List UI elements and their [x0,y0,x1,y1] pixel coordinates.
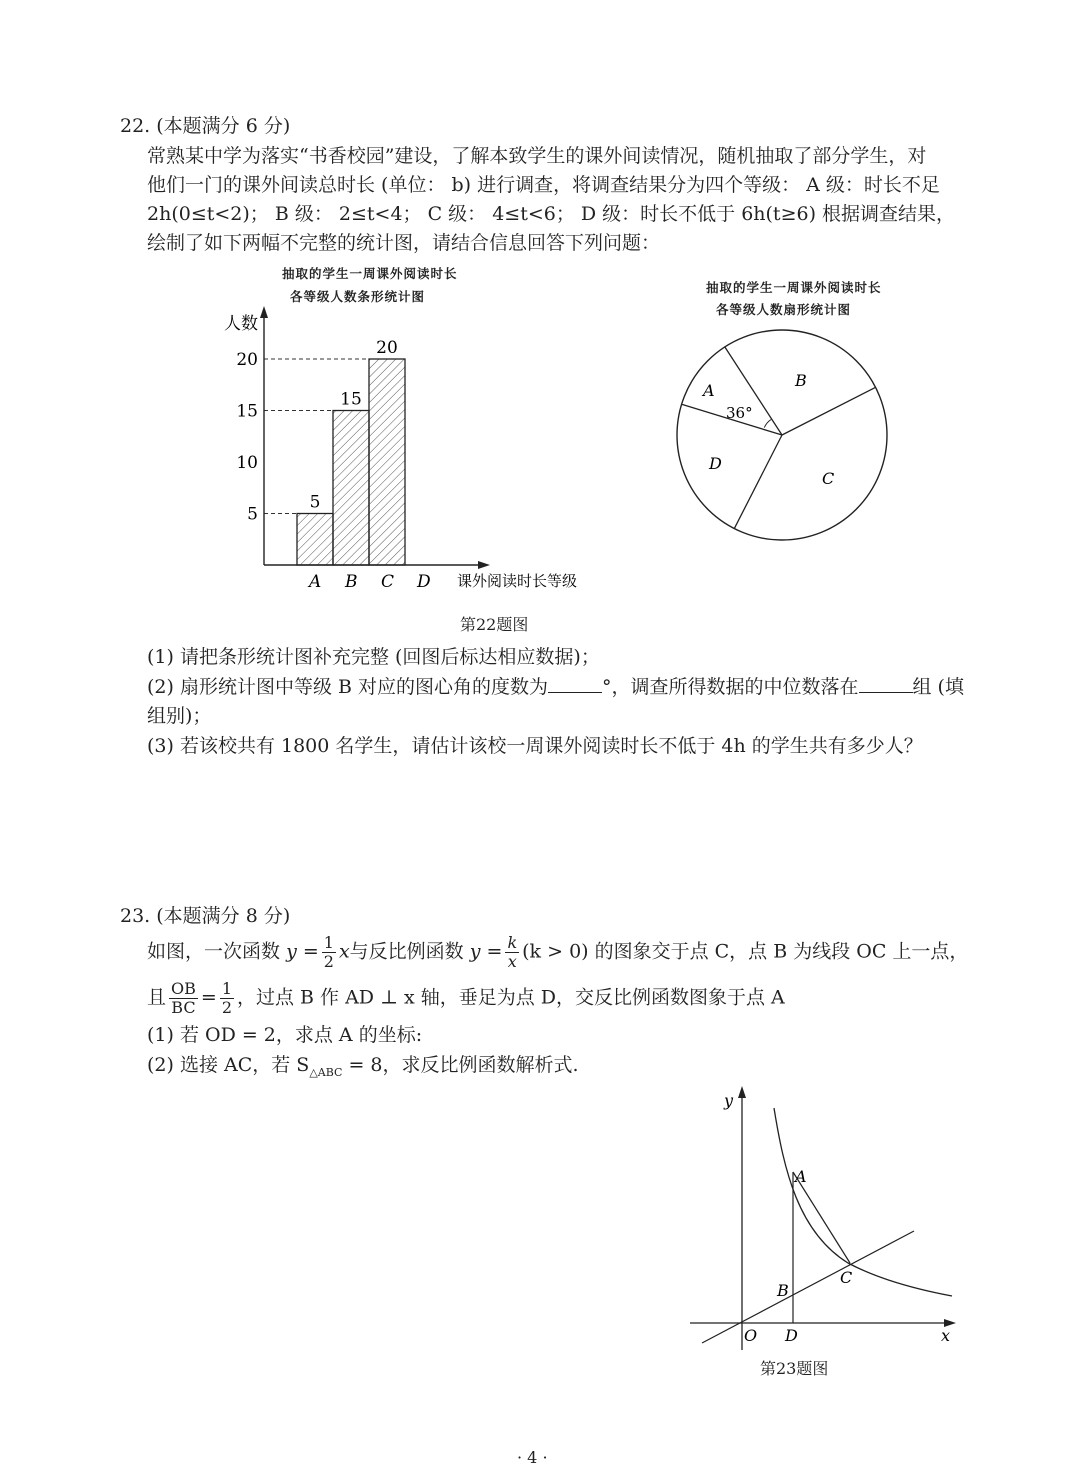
bar-x-tick-a: A [309,572,322,592]
graph-label-c: C [840,1268,853,1287]
pie-radius-b-c [782,387,876,435]
pie-chart-title-line1: 抽取的学生一周课外阅读时长 [706,280,882,295]
q23-line2: 且 $\frac{OB}{BC}$ = $\frac{1}{2}$ ，过点 B 作 AD ⊥ x 轴，垂足为点 D，交反比例函数图象于点 A [147,979,785,1017]
q22-header: 22. (本题满分 6 分) [120,115,291,137]
q23-figure-caption: 第23题图 [760,1359,829,1378]
bar-y-axis-arrow [260,306,268,318]
pie-radius-c-d [734,435,782,529]
bar-y-tick-20: 20 [236,350,258,370]
pie-chart-title-line2: 各等级人数扇形统计图 [716,302,852,317]
q22-sub2: (2) 扇形统计图中等级 B 对应的图心角的度数为 °，调查所得数据的中位数落在 组 (填 [147,676,964,698]
q22-intro-line3: 2h(0≤t<2)； B 级： 2≤t<4； C 级： 4≤t<6； D 级：时长不低于 6h(t≥6) 根据调查结果， [147,203,956,225]
q22-sub3: (3) 若该校共有 1800 名学生，请估计该校一周课外阅读时长不低于 4h 的学生共有多少人？ [147,735,923,757]
bar-chart [200,300,600,600]
q23-sub2: (2) 选接 AC，若 $S_{\triangle ABC} = 8$，求反比例函数解析式. [147,1054,579,1079]
pie-label-b: B [795,371,807,390]
graph-label-b: B [777,1281,789,1300]
q23-sub1: (1) 若 OD = 2，求点 A 的坐标: [147,1024,423,1046]
q22-sub2-line2: 组别)； [147,705,212,727]
q22-intro-line1: 常熟某中学为落实“书香校园”建设，了解本致学生的课外间读情况，随机抽取了部分学生，对 [147,145,927,167]
graph-y-axis-arrow [738,1086,746,1098]
graph-label-x: x [941,1326,951,1345]
frac-k-over-x: $\frac{k}{x}$ [507,933,518,971]
graph-label-a: A [795,1167,807,1186]
bar-y-tick-5: 5 [247,504,258,525]
bar-chart-title-line2: 各等级人数条形统计图 [290,289,426,304]
frac-ob-bc: $\frac{OB}{BC}$ [171,979,196,1017]
q22-sub1: (1) 请把条形统计图补充完整 (回图后标达相应数据)； [147,646,600,668]
answer-blank-angle[interactable] [548,674,602,693]
function-graph [680,1080,970,1360]
pie-chart [660,320,910,550]
graph-label-o: O [744,1326,758,1345]
bar-x-label: 课外阅读时长等级 [457,572,578,590]
answer-blank-median[interactable] [859,674,913,693]
bar-chart-title-line1: 抽取的学生一周课外阅读时长 [282,266,458,281]
frac-one-half-b: $\frac{1}{2}$ [221,979,232,1017]
graph-label-y: y [724,1091,734,1110]
graph-label-d: D [785,1326,798,1345]
bar-x-tick-d: D [417,572,431,592]
pie-label-c: C [822,469,835,488]
bar-y-tick-15: 15 [236,401,258,422]
bar-value-label-c: 20 [376,338,398,358]
bar-y-label: 人数 [224,314,258,334]
bar-a [297,514,333,566]
bar-value-label-a: 5 [309,492,321,513]
bar-value-label-b: 15 [340,389,362,410]
inverse-function-curve [774,1108,952,1296]
bar-c [369,359,405,565]
pie-angle-label: 36° [726,404,753,422]
q23-header: 23. (本题满分 8 分) [120,905,291,927]
pie-label-a: A [703,381,715,400]
bar-x-tick-b: B [345,572,358,592]
q22-figure-caption: 第22题图 [460,615,529,634]
frac-one-half-a: $\frac{1}{2}$ [323,933,334,971]
linear-function-line [702,1231,914,1343]
q22-intro-line2: 他们一门的课外间读总时长 (单位： b) 进行调查，将调查结果分为四个等级： A 级：时长不足 [147,174,940,196]
page-number: · 4 · [517,1448,548,1467]
bar-b [333,411,369,566]
q23-line1: 如图，一次函数 y = $\frac{1}{2}$ x与反比例函数 y = $\frac{k}{x}$ (k > 0) 的图象交于点 C，点 B 为线段 OC 上一点， [147,933,969,971]
bar-x-tick-c: C [381,572,395,592]
pie-label-d: D [709,454,722,473]
pie-angle-arc [764,420,771,428]
q22-intro-line4: 绘制了如下两幅不完整的统计图，请结合信息回答下列问题： [147,232,661,254]
bar-x-axis-arrow [478,561,490,569]
bar-y-tick-10: 10 [236,453,258,473]
